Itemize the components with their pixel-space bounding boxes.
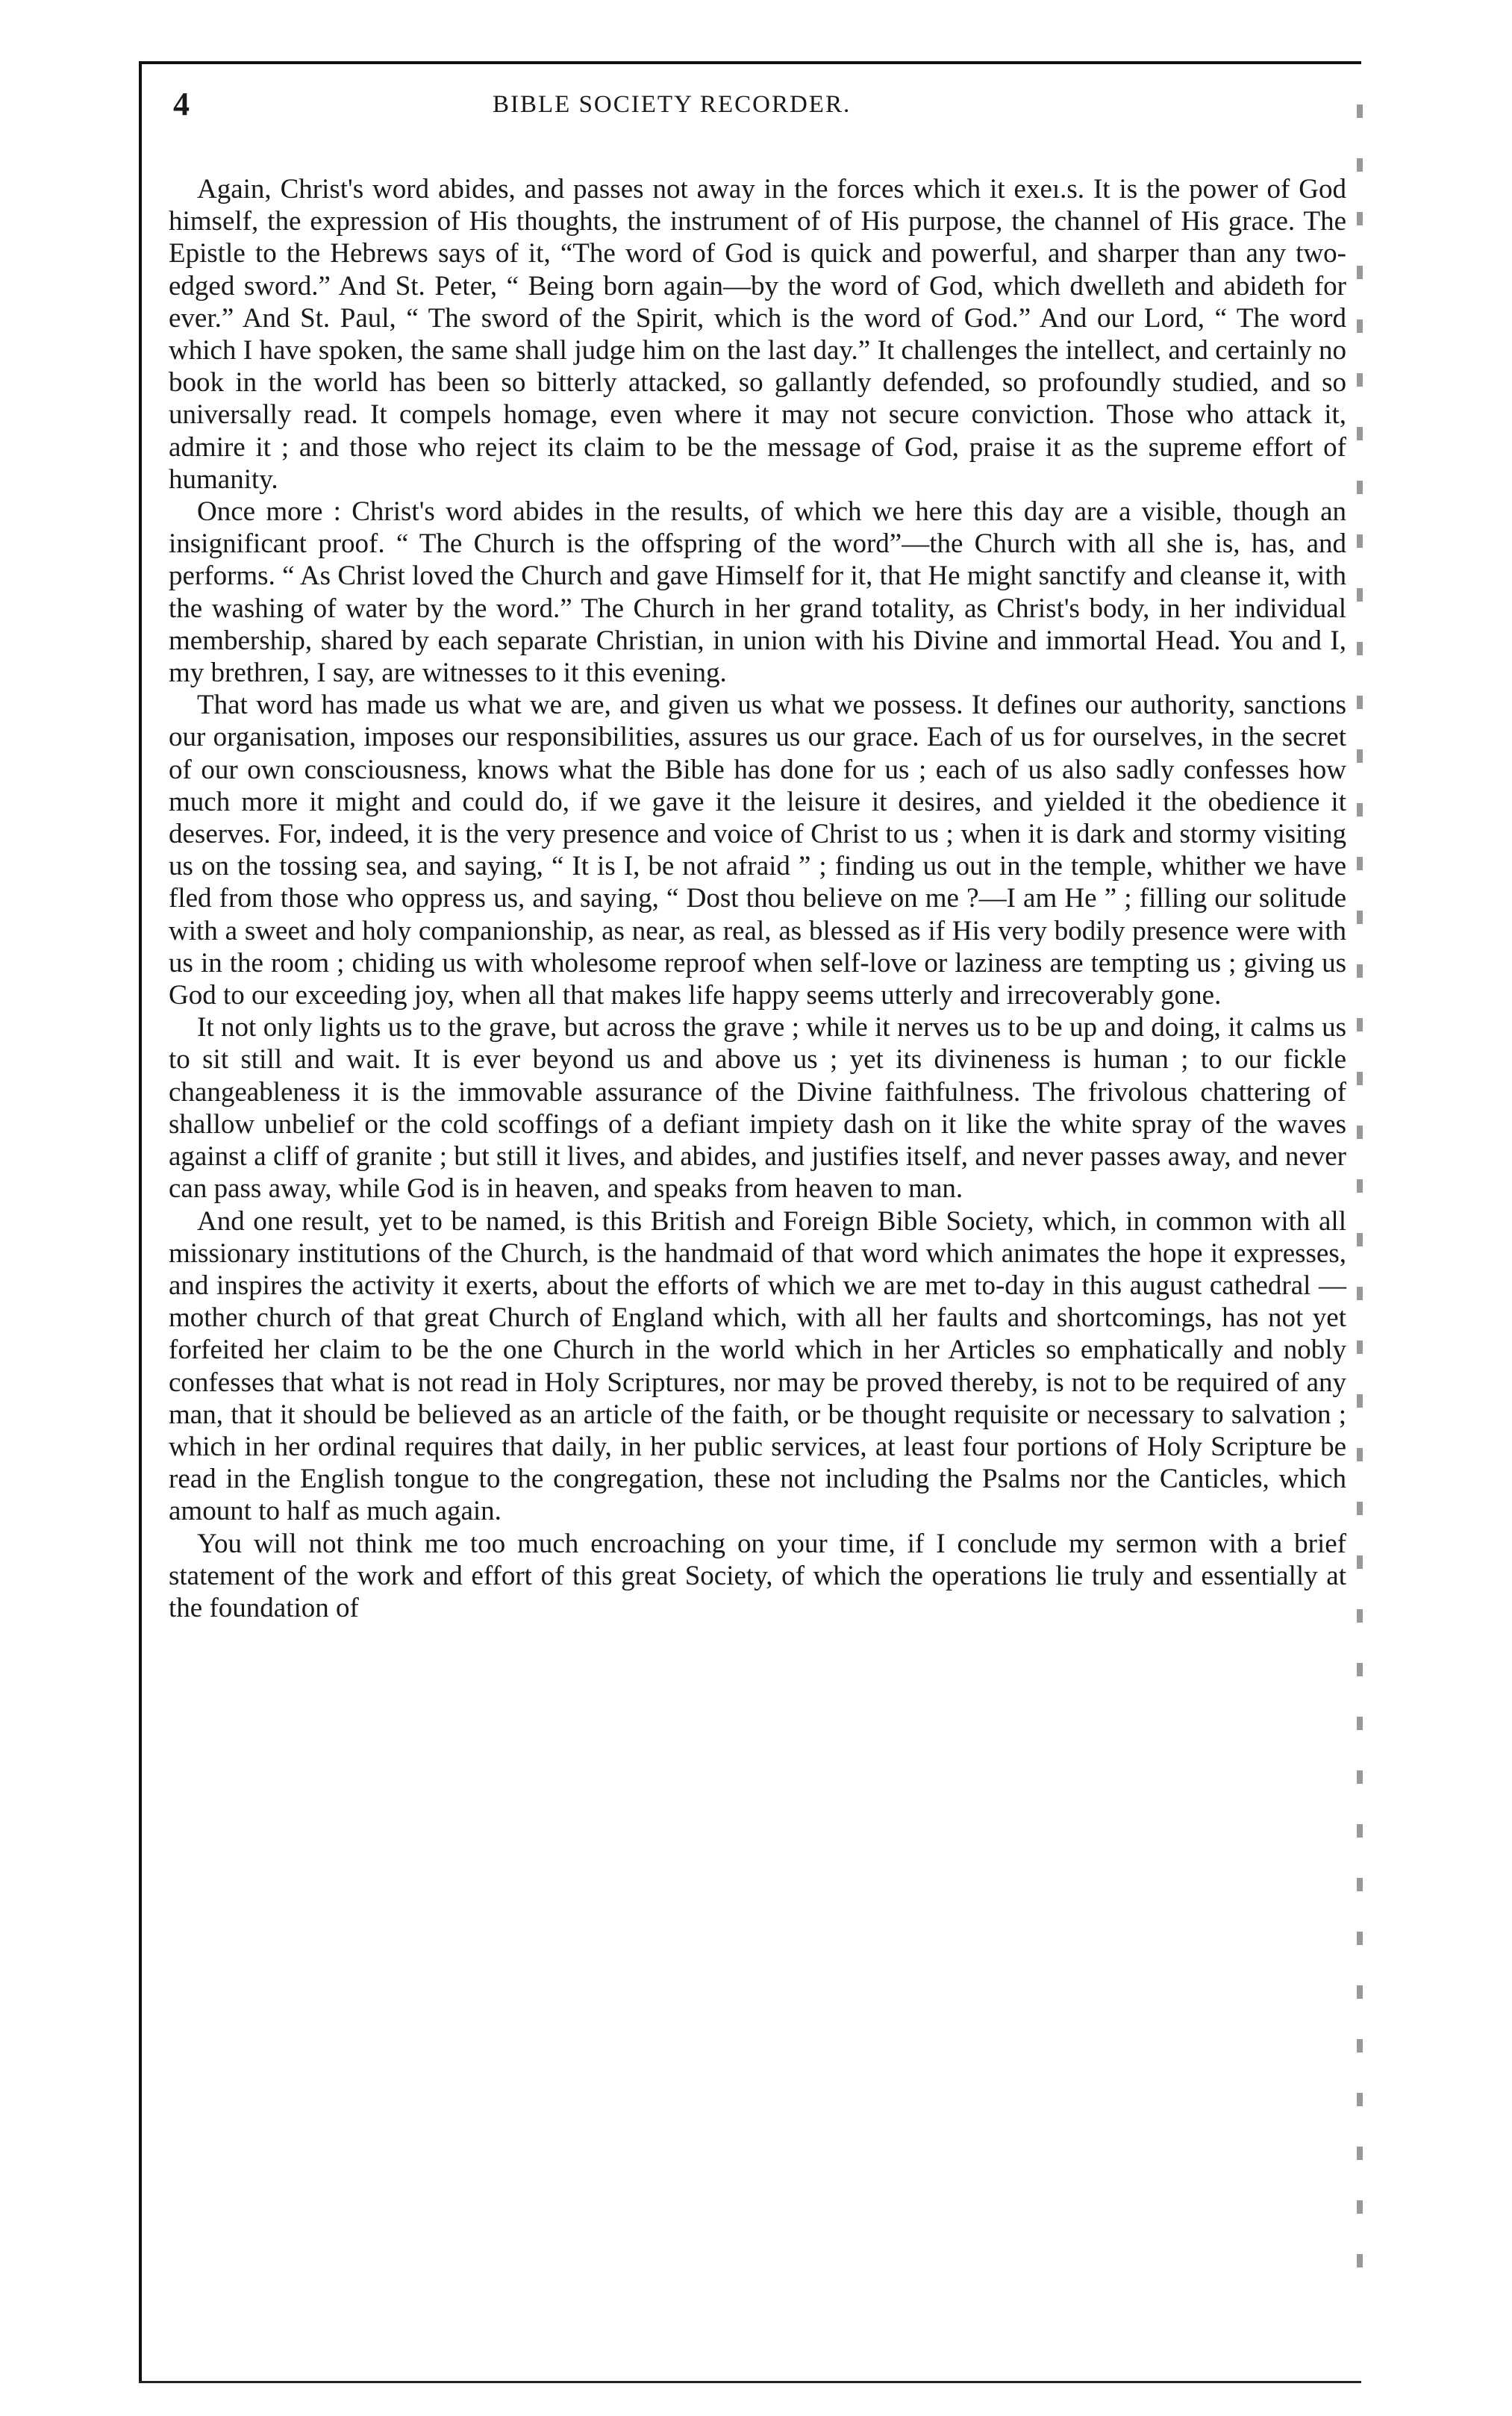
paragraph-6: You will not think me too much encroaching on your time, if I conclude my sermon with a brief statement of the work and effort of this great Society, of which the operations lie truly and essentially at the foundation of (169, 1528, 1346, 1623)
paragraph-5: And one result, yet to be named, is this British and Foreign Bible Society, which, in common with all missionary institutions of the Church, is the handmaid of that word which animates the hope it expresses, and inspires the activity it exerts, about the efforts of which we are met to-day in this august cathedral —mother church of that great Church of England which, with all her faults and shortcomings, has not yet forfeited her claim to be the one Church in the world which in her Articles so emphatically and nobly confesses that what is not read in Holy Scriptures, nor may be proved thereby, is not to be required of any man, that it should be believed as an article of the faith, or be thought requisite or necessary to salvation ; which in her ordinal requires that daily, in her public services, at least four portions of Holy Scripture be read in the English tongue to the congregation, these not including the Psalms nor the Canticles, which amount to half as much again. (169, 1205, 1346, 1527)
paragraph-3: That word has made us what we are, and given us what we possess. It defines our authority, sanctions our organisation, imposes our responsibilities, assures us our grace. Each of us for ourselves, in the secret of our own consciousness, knows what the Bible has done for us ; each of us also sadly confesses how much more it might and could do, if we gave it the leisure it desires, and yielded it the obedience it deserves. For, indeed, it is the very presence and voice of Christ to us ; when it is dark and stormy visiting us on the tossing sea, and saying, “ It is I, be not afraid ” ; finding us out in the temple, whither we have fled from those who oppress us, and saying, “ Dost thou believe on me ?—I am He ” ; filling our solitude with a sweet and holy companionship, as near, as real, as blessed as if His very bodily presence were with us in the room ; chiding us with wholesome reproof when self-love or laziness are tempting us ; giving us God to our exceeding joy, when all that makes life happy seems utterly and irrecoverably gone. (169, 690, 1346, 1011)
page-number: 4 (173, 86, 190, 122)
top-border-rule (139, 61, 1361, 64)
right-edge-marks (1357, 104, 1363, 2269)
bottom-border-rule (139, 2381, 1361, 2383)
article-body (169, 173, 1346, 1624)
paragraph-2: Once more : Christ's word abides in the results, of which we here this day are a visible, though an insignificant proof. “ The Church is the offspring of the word”—the Church with all she is, has, and performs. “ As Christ loved the Church and gave Himself for it, that He might sanctify and cleanse it, with the washing of water by the word.” The Church in her grand totality, as Christ's body, in her individual membership, shared by each separate Christian, in union with his Divine and immortal Head. You and I, my brethren, I say, are witnesses to it this evening. (169, 496, 1346, 689)
paragraph-4: It not only lights us to the grave, but across the grave ; while it nerves us to be up and doing, it calms us to sit still and wait. It is ever beyond us and above us ; yet its divineness is human ; to our fickle changeableness it is the immovable assurance of the Divine faithfulness. The frivolous chattering of shallow unbelief or the cold scoffings of a defiant impiety dash on it like the white spray of the waves against a cliff of granite ; but still it lives, and abides, and justifies itself, and never passes away, and never can pass away, while God is in heaven, and speaks from heaven to man. (169, 1012, 1346, 1205)
left-border-rule (139, 61, 142, 2382)
paragraph-1: Again, Christ's word abides, and passes not away in the forces which it exeı.s. It is the power of God himself, the expression of His thoughts, the instrument of of His purpose, the channel of His grace. The Epistle to the Hebrews says of it, “The word of God is quick and powerful, and sharper than any two-edged sword.” And St. Peter, “ Being born again—by the word of God, which dwelleth and abideth for ever.” And St. Paul, “ The sword of the Spirit, which is the word of God.” And our Lord, “ The word which I have spoken, the same shall judge him on the last day.” It challenges the intellect, and certainly no book in the world has been so bitterly attacked, so gallantly defended, so profoundly studied, and so universally read. It compels homage, even where it may not secure conviction. Those who attack it, admire it ; and those who reject its claim to be the message of God, praise it as the supreme effort of humanity. (169, 174, 1346, 495)
running-head: BIBLE SOCIETY RECORDER. (493, 91, 852, 118)
